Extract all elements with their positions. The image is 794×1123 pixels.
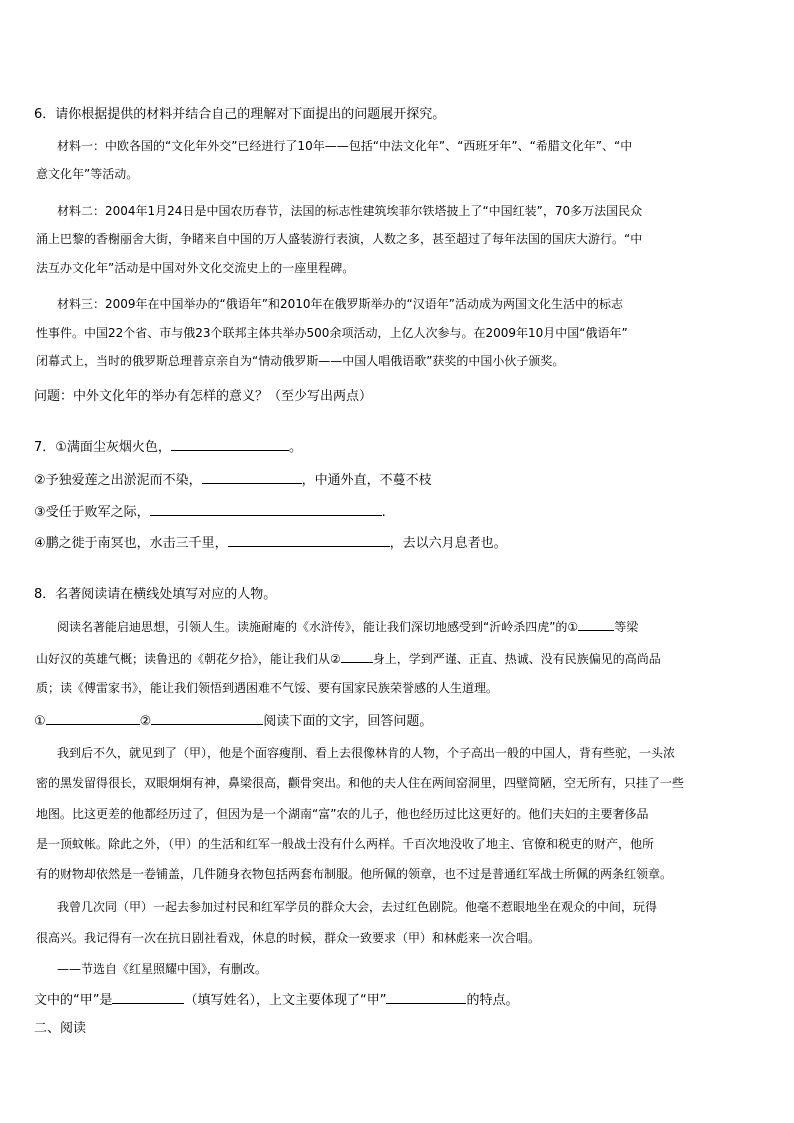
material3-line3: 闭幕式上，当时的俄罗斯总理普京亲自为“情动俄罗斯——中国人唱俄语歌”获奖的中国小伙子颁奖。 [36, 354, 565, 368]
q8-para-line1-text: 阅读名著能启迪思想，引领人生。读施耐庵的《水浒传》，能让我们深切地感受到“沂岭杀四虎”的① [57, 620, 579, 634]
q7-line1-end: 。 [288, 440, 302, 455]
q7-line4 [34, 532, 507, 551]
q7-line1 [34, 436, 302, 455]
q6-title: 6．请你根据提供的材料并结合自己的理解对下面提出的问题展开探究。 [34, 107, 446, 122]
answer-blank[interactable] [112, 990, 184, 1004]
q7-line3-end: . [381, 505, 386, 520]
answer-blank[interactable] [150, 502, 382, 516]
section-heading: 二、阅读 [34, 1021, 87, 1036]
material3-line2: 性事件。中国22个省、市与俄23个联邦主体共举办500余项活动，上亿人次参与。在2009年10月中国“俄语年” [36, 326, 628, 340]
q8-para-line1 [57, 617, 638, 635]
q8-answer-marker-2: ② [139, 714, 152, 729]
answer-blank[interactable] [578, 617, 614, 631]
material2-line2: 涌上巴黎的香榭丽舍大街，争睹来自中国的万人盛装游行表演，人数之多，甚至超过了每年法国的国庆大游行。“中 [36, 232, 643, 246]
answer-blank[interactable] [202, 470, 302, 484]
answer-blank[interactable] [171, 437, 289, 451]
q8-para-line2 [36, 649, 661, 667]
q7-line2-end: ，中通外直，不蔓不枝 [301, 473, 432, 488]
q8-para-line1-end: 等梁 [614, 620, 639, 634]
q8-reading-instruction: 阅读下面的文字，回答问题。 [263, 714, 433, 729]
material2-line1: 材料二：2004年1月24日是中国农历春节，法国的标志性建筑埃菲尔铁塔披上了“中国红装”，70多万法国民众 [57, 204, 643, 218]
answer-blank[interactable] [341, 649, 373, 663]
answer-blank[interactable] [228, 533, 390, 547]
q7-line2-text: ②予独爱莲之出淤泥而不染， [34, 473, 202, 488]
answer-blank[interactable] [386, 990, 466, 1004]
passage-line5: 有的财物却依然是一卷铺盖，几件随身衣物包括两套布制服。他所佩的领章，也不过是普通红军战士所佩的两条红领章。 [36, 867, 673, 881]
passage2-line1: 我曾几次同（甲）一起去参加过村民和红军学员的群众大会，去过红色剧院。他毫不惹眼地坐在观众的中间，玩得 [57, 900, 658, 914]
passage-line4: 是一顶蚊帐。除此之外，（甲）的生活和红军一般战士没有什么两样。千百次地没收了地主、官僚和税吏的财产，他所 [36, 837, 655, 851]
material1-line1: 材料一：中欧各国的“文化年外交”已经进行了10年——包括“中法文化年”、“西班牙年”、“希腊文化年”、“中 [57, 139, 633, 153]
q7-line4-end: ，去以六月息者也。 [389, 536, 507, 551]
q8-para-line2-text: 山好汉的英雄气概；读鲁迅的《朝花夕拾》，能让我们从② [36, 652, 341, 666]
q8-para-line3: 质；读《傅雷家书》，能让我们领悟到遇困难不气馁、要有国家民族荣誉感的人生道理。 [36, 681, 499, 695]
q8-final-text: 文中的“甲”是 [34, 993, 113, 1008]
q7-line2 [34, 469, 432, 488]
passage-source: ——节选自《红星照耀中国》，有删改。 [57, 962, 268, 976]
q8-final-question [34, 989, 518, 1008]
q8-para-line2-end: 身上，学到严谨、正直、热诚、没有民族偏见的高尚品 [372, 652, 661, 666]
q8-final-mid: （填写姓名），上文主要体现了“甲” [184, 993, 387, 1008]
passage-line1: 我到后不久，就见到了（甲），他是个面容瘦削、看上去很像林肯的人物，个子高出一般的中国人，背有些驼，一头浓 [57, 746, 676, 760]
q7-line4-text: ④鹏之徙于南冥也，水击三千里， [34, 536, 228, 551]
passage-line2: 密的黑发留得很长，双眼炯炯有神，鼻梁很高，颧骨突出。和他的夫人住在两间窑洞里，四壁简陋，空无所有，只挂了一些 [36, 776, 685, 790]
q8-answer-line [34, 710, 432, 729]
material3-line1: 材料三：2009年在中国举办的“俄语年”和2010年在俄罗斯举办的“汉语年”活动成为两国文化生活中的标志 [57, 297, 623, 311]
answer-blank[interactable] [151, 711, 263, 725]
q6-question: 问题：中外文化年的举办有怎样的意义？（至少写出两点） [34, 389, 373, 404]
material2-line3: 法互办文化年”活动是中国对外文化交流史上的一座里程碑。 [36, 261, 355, 275]
material1-line2: 意文化年”等活动。 [36, 167, 139, 181]
q7-line1-text: 7．①满面尘灰烟火色， [34, 440, 171, 455]
answer-blank[interactable] [46, 711, 140, 725]
q8-final-end: 的特点。 [466, 993, 519, 1008]
q7-line3 [34, 501, 386, 520]
q7-line3-text: ③受任于败军之际， [34, 505, 150, 520]
q8-answer-marker-1: ① [34, 714, 46, 729]
passage-line3: 地图。比这更差的他都经历过了，但因为是一个湖南“富”农的儿子，他也经历过比这更好的。他们夫妇的主要奢侈品 [36, 807, 649, 821]
passage2-line2: 很高兴。我记得有一次在抗日剧社看戏，休息的时候，群众一致要求（甲）和林彪来一次合唱。 [36, 931, 541, 945]
q8-title: 8．名著阅读请在横线处填写对应的人物。 [34, 587, 277, 602]
